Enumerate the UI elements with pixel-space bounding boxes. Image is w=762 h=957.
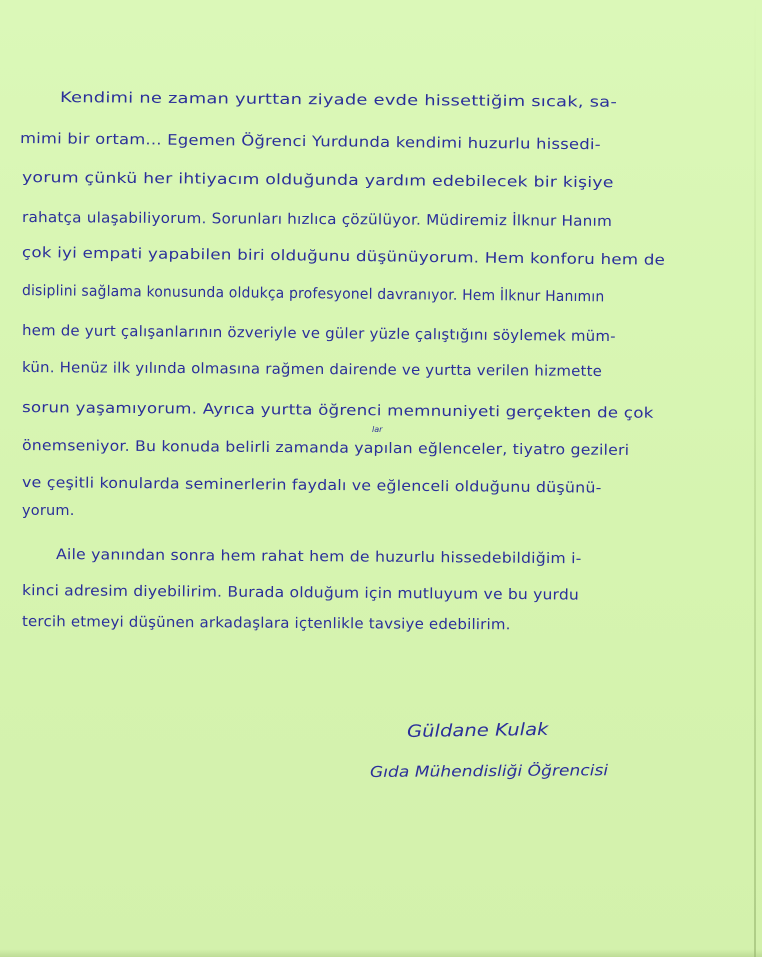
letter-line-11: ve çeşitli konularda seminerlerin faydalı ve eğlenceli olduğunu düşünü- xyxy=(21,475,602,497)
letter-line-8: kün. Henüz ilk yılında olmasına rağmen dairende ve yurtta verilen hizmette xyxy=(21,360,603,380)
letter-line-2: mimi bir ortam... Egemen Öğrenci Yurdunda kendimi huzurlu hissedi- xyxy=(19,131,601,154)
letter-line-6: disiplini sağlama konusunda oldukça profesyonel davranıyor. Hem İlknur Hanımın xyxy=(21,283,605,306)
paper-bottom-shadow xyxy=(0,949,762,957)
letter-line-1: Kendimi ne zaman yurttan ziyade evde hissettiğim sıcak, sa- xyxy=(59,90,618,111)
paper-edge-shadow xyxy=(754,0,756,957)
letter-line-7: hem de yurt çalışanlarının özveriyle ve güler yüzle çalıştığını söylemek müm- xyxy=(21,323,616,346)
letter-insertion: lar xyxy=(372,425,383,434)
letter-line-9: sorun yaşamıyorum. Ayrıca yurtta öğrenci memnuniyeti gerçekten de çok xyxy=(21,400,654,422)
letter-line-3: yorum çünkü her ihtiyacım olduğunda yardım edebilecek bir kişiye xyxy=(21,170,614,192)
letter-line-15: tercih etmeyi düşünen arkadaşlara içtenlikle tavsiye edebilirim. xyxy=(21,614,511,634)
letter-line-5: çok iyi empati yapabilen biri olduğunu düşünüyorum. Hem konforu hem de xyxy=(21,245,666,269)
letter-line-13: Aile yanından sonra hem rahat hem de huzurlu hissedebildiğim i- xyxy=(55,547,582,568)
letter-line-4: rahatça ulaşabiliyorum. Sorunları hızlıca çözülüyor. Müdiremiz İlknur Hanım xyxy=(21,210,613,230)
letter-line-10: önemseniyor. Bu konuda belirli zamanda yapılan eğlenceler, tiyatro gezileri xyxy=(21,438,630,459)
letter-line-14: kinci adresim diyebilirim. Burada olduğum için mutluyum ve bu yurdu xyxy=(21,583,580,604)
signature-name: Güldane Kulak xyxy=(406,719,549,742)
signature-title: Gıda Mühendisliği Öğrencisi xyxy=(369,761,609,781)
letter-line-12: yorum. xyxy=(22,503,75,519)
